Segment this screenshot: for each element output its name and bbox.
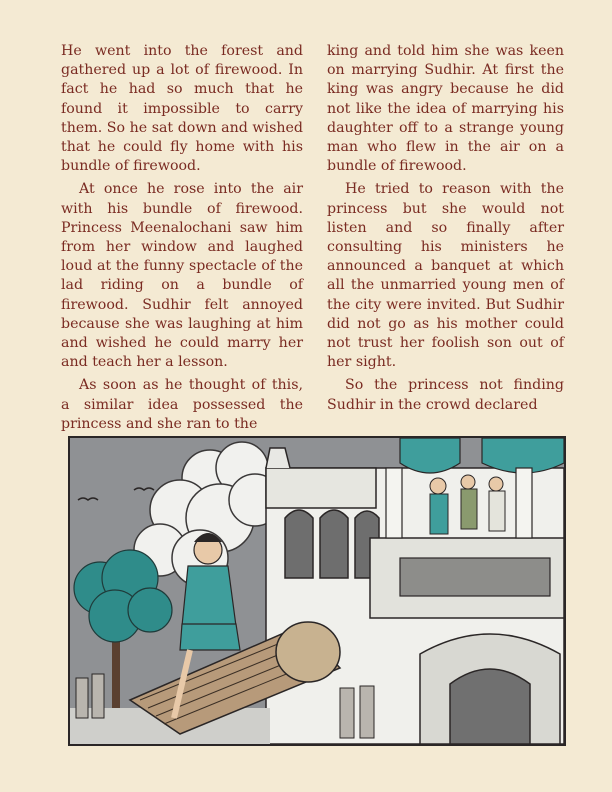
- left-paragraph-1: He went into the forest and gathered up a lot of firewood. In fact he had so much that he found it impossible to carry them. So he sat down and wished that he could fly home with his bundle of firewood.: [61, 43, 303, 175]
- princess-group: [430, 475, 505, 534]
- left-paragraph-2: At once he rose into the air with his bundle of firewood. Princess Meenalochani saw him from her window and laughed loud at the funny spectacle of the lad riding on a bundle of firewood. Sudhir felt annoyed because she was laughing at him and wished he could marry her and teach her a lesson.: [61, 181, 303, 371]
- palace: [266, 438, 564, 744]
- right-paragraph-3: So the princess not finding Sudhir in the crowd declared: [327, 377, 564, 413]
- right-paragraph-1: king and told him she was keen on marrying Sudhir. At first the king was angry because he did not like the idea of marrying his daughter off to a strange young man who flew in the air on a bundle of firewood.: [327, 43, 564, 175]
- illustration-art: [70, 438, 564, 744]
- left-paragraph-3: As soon as he thought of this, a similar idea possessed the princess and she ran to the: [61, 377, 303, 432]
- left-text-column: [61, 42, 303, 438]
- story-illustration: [68, 436, 566, 746]
- right-paragraph-2: He tried to reason with the princess but she would not listen and so finally after consulting his ministers he announced a banquet at which all the unmarried young men of the city were invited. But Sudhir did not go as his mother could not trust her foolish son out of her sight.: [327, 181, 564, 371]
- right-text-column: [327, 42, 564, 419]
